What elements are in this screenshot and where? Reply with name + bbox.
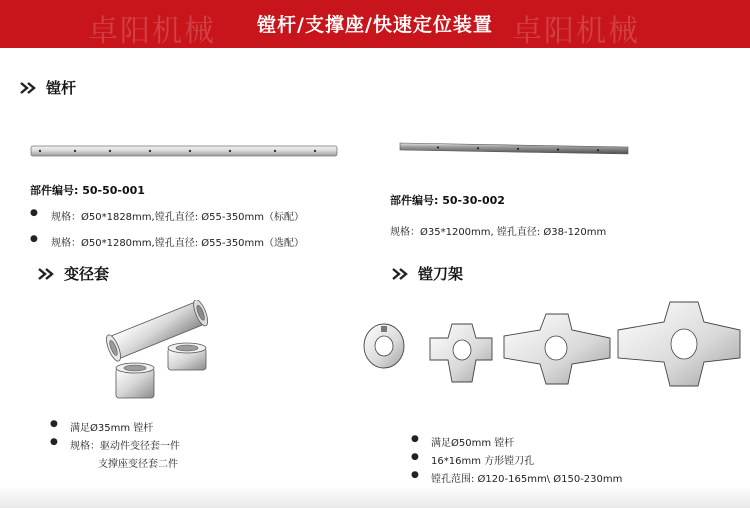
boring-bar-image-right bbox=[398, 140, 630, 156]
tool-holder-item-2: 16*16mm 方形镗刀孔 bbox=[431, 456, 535, 467]
tool-holder-image bbox=[362, 300, 742, 392]
bottom-band bbox=[0, 486, 750, 508]
bullet-dot-icon: ● bbox=[411, 452, 419, 462]
reducer-item-2-continuation: 支撑座变径套二件 bbox=[98, 459, 178, 470]
spec-line-2: 规格：Ø50*1280mm,镗孔直径: Ø55-350mm（选配） bbox=[51, 238, 305, 249]
section-reducer-sleeve bbox=[38, 263, 109, 284]
bullet-dot-icon: ● bbox=[50, 437, 58, 447]
header-banner bbox=[0, 0, 750, 48]
reducer-item-1: 满足Ø35mm 镗杆 bbox=[70, 423, 154, 434]
section-title-boring-bar: 镗杆 bbox=[46, 79, 77, 97]
watermark-right: 卓阳机械 bbox=[512, 14, 640, 48]
bullet-dot-icon: ● bbox=[30, 208, 38, 218]
reducer-sleeve-image bbox=[98, 300, 228, 410]
bullet-dot-icon: ● bbox=[411, 434, 419, 444]
tool-holder-item-1: 满足Ø50mm 镗杆 bbox=[431, 438, 515, 449]
section-title-reducer-sleeve: 变径套 bbox=[64, 265, 110, 283]
part-number-right: 部件编号: 50-30-002 bbox=[390, 194, 505, 207]
tool-holder-item-3: 镗孔范围: Ø120-165mm\ Ø150-230mm bbox=[431, 474, 623, 485]
spec-line-1: 规格：Ø50*1828mm,镗孔直径: Ø55-350mm（标配） bbox=[51, 212, 305, 223]
watermark-left: 卓阳机械 bbox=[88, 14, 216, 48]
section-boring-bar bbox=[20, 77, 76, 98]
bullet-dot-icon: ● bbox=[411, 470, 419, 480]
double-chevron-right-icon bbox=[392, 268, 412, 280]
page-title: 镗杆/支撑座/快速定位装置 bbox=[257, 14, 493, 36]
boring-bar-image-left bbox=[30, 144, 340, 158]
spec-line-right: 规格：Ø35*1200mm, 镗孔直径: Ø38-120mm bbox=[390, 227, 607, 238]
part-number-left: 部件编号: 50-50-001 bbox=[30, 184, 145, 197]
section-title-tool-holder: 镗刀架 bbox=[418, 265, 464, 283]
section-tool-holder bbox=[392, 263, 463, 284]
bullet-dot-icon: ● bbox=[50, 419, 58, 429]
double-chevron-right-icon bbox=[20, 82, 40, 94]
double-chevron-right-icon bbox=[38, 268, 58, 280]
reducer-item-2: 规格：驱动件变径套一件 bbox=[70, 441, 180, 452]
bullet-dot-icon: ● bbox=[30, 234, 38, 244]
